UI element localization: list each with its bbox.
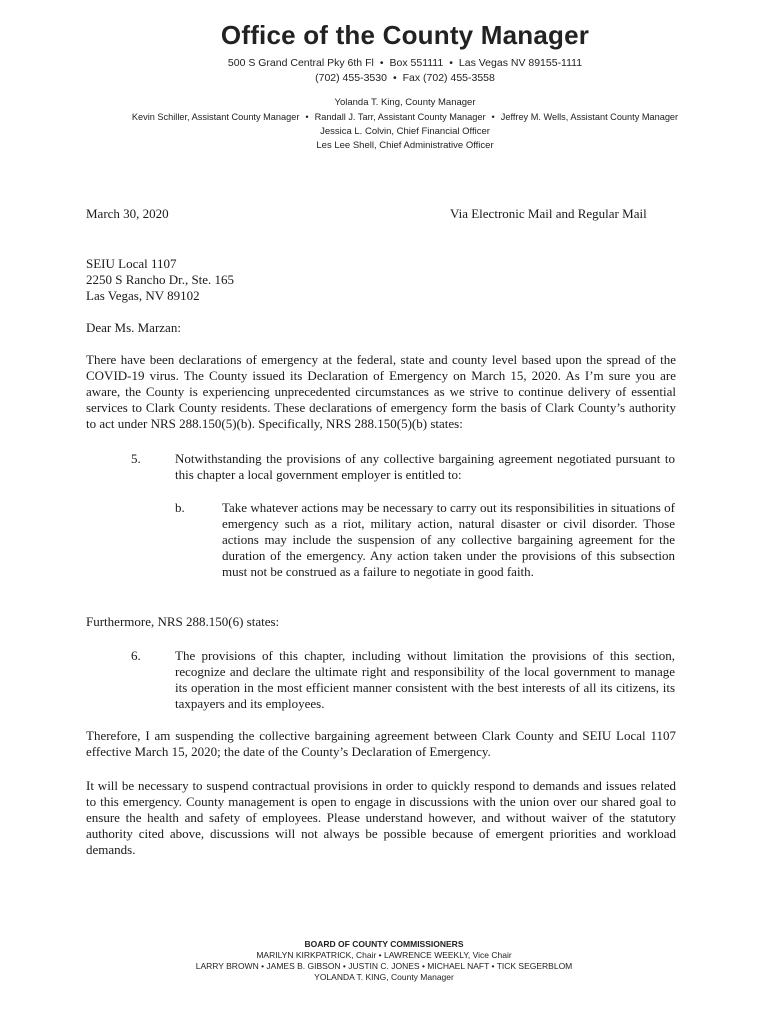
recipient-line: SEIU Local 1107 [86,256,177,271]
quote-number: 5. [131,451,141,466]
fax: Fax (702) 455-3558 [402,72,495,84]
paragraph: There have been declarations of emergency at the federal, state and county level based upon the spread of the COVID-19 virus. The County issued its Declaration of Emergency on March 15, 2020. As I’m sure you are aware, the County is experiencing unprecedented circumstances as we strive to continue delivery of essential services to Clark County residents. These declarations of emergency form the basis of Clark County’s authority to act under NRS 288.150(5)(b). Specifically, NRS 288.150(5)(b) states: [86,352,676,431]
bullet-separator: • [449,57,453,69]
county-manager-line: Yolanda T. King, County Manager [334,97,476,108]
delivery-method: Via Electronic Mail and Regular Mail [450,206,647,221]
letter-date: March 30, 2020 [86,206,169,221]
bullet-separator: • [305,112,309,122]
po-box: Box 551111 [389,57,444,69]
assistant-manager: Kevin Schiller, Assistant County Manager [131,112,300,122]
furthermore-line: Furthermore, NRS 288.150(6) states: [86,614,280,629]
quote-number: 6. [131,648,141,663]
quoted-statute: Notwithstanding the provisions of any collective bargaining agreement negotiated pursuant to this chapter a local government employer is entitled to: [175,451,675,482]
county-manager-footer: YOLANDA T. KING, County Manager [314,972,454,982]
footer [0,939,768,983]
bullet-separator: • [491,112,495,122]
phone: (702) 455-3530 [315,72,387,84]
bullet-separator: • [379,57,384,69]
bullet-separator: • [392,72,397,84]
assistant-managers-line [0,112,768,122]
cfo-line: Jessica L. Colvin, Chief Financial Officer [320,126,490,137]
cao-line: Les Lee Shell, Chief Administrative Officer [316,140,494,151]
salutation: Dear Ms. Marzan: [86,320,181,335]
commissioners-line: MARILYN KIRKPATRICK, Chair • LAWRENCE WEEKLY, Vice Chair [256,950,512,960]
paragraph: It will be necessary to suspend contractual provisions in order to quickly respond to demands and issues related to this emergency. County management is open to engage in discussions with the union over our shared goal to ensure the health and safety of employees. Please understand however, and without waiver of the statutory authority cited above, discussions will not always be possible because of emergent priorities and workload demands. [86,778,676,857]
paragraph: Therefore, I am suspending the collective bargaining agreement between Clark County and SEIU Local 1107 effective March 15, 2020; the date of the County’s Declaration of Emergency. [86,728,676,759]
recipient-line: 2250 S Rancho Dr., Ste. 165 [86,272,235,287]
recipient-line: Las Vegas, NV 89102 [86,288,200,303]
office-title: Office of the County Manager [220,20,590,50]
quoted-statute: The provisions of this chapter, including without limitation the provisions of this section, recognize and declare the ultimate right and responsibility of the local government to manage its operation in the most efficient manner consistent with the best interests of all its citizens, its taxpayers and its employees. [175,648,675,711]
letterhead-phone-line [0,72,768,84]
commissioners-line: LARRY BROWN • JAMES B. GIBSON • JUSTIN C. JONES • MICHAEL NAFT • TICK SEGERBLOM [195,961,573,971]
quote-sub-letter: b. [175,500,185,515]
assistant-manager: Randall J. Tarr, Assistant County Manager [314,112,486,122]
city-state-zip: Las Vegas NV 89155-1111 [458,57,583,69]
quoted-statute-subsection: Take whatever actions may be necessary to carry out its responsibilities in situations of emergency such as a riot, military action, natural disaster or civil disorder. Those actions may include the suspension of any collective bargaining agreement for the duration of the emergency. Any action taken under the provisions of this subsection must not be construed as a failure to negotiate in good faith. [222,500,675,579]
board-title: BOARD OF COUNTY COMMISSIONERS [304,939,464,949]
address: 500 S Grand Central Pky 6th Fl [227,57,374,69]
recipient-address [86,256,234,304]
assistant-manager: Jeffrey M. Wells, Assistant County Manager [500,112,679,122]
letterhead-address-line [0,57,768,69]
